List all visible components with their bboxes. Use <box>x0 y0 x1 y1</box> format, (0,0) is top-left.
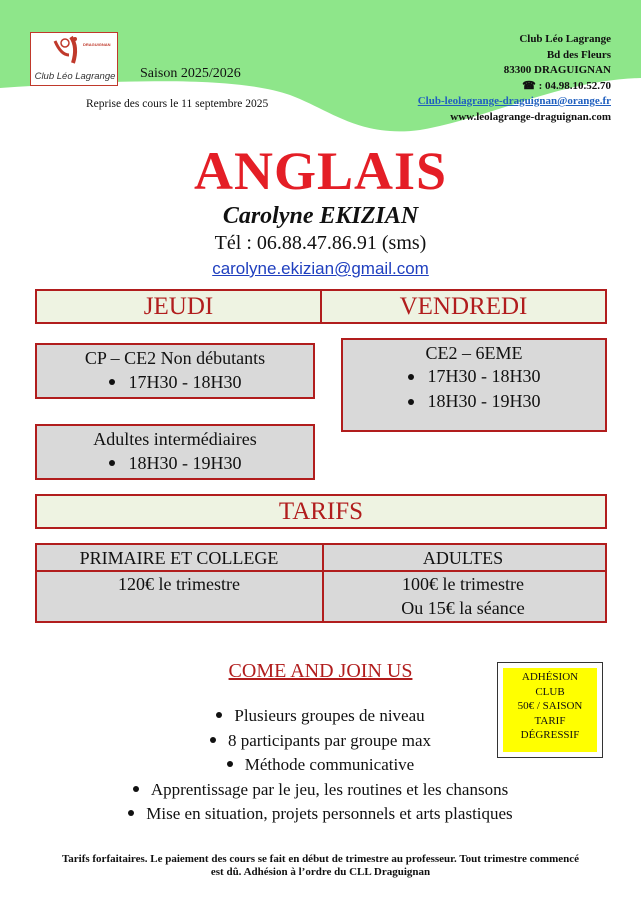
teacher-phone: Tél : 06.88.47.86.91 (sms) <box>214 232 427 254</box>
tarifs-header: TARIFS <box>35 494 607 529</box>
class-label: Adultes intermédiaires <box>93 429 257 449</box>
phone-icon: ☎ <box>522 79 536 92</box>
class-label: CP – CE2 Non débutants <box>84 348 266 368</box>
time-slot-text: 18H30 - 19H30 <box>128 452 242 473</box>
day-thursday: JEUDI <box>143 292 214 320</box>
reprise-date: Reprise des cours le 11 septembre 2025 <box>86 98 269 110</box>
club-phone: : 04.98.10.52.70 <box>538 79 611 92</box>
bullet-icon <box>227 761 233 767</box>
table-header-row <box>37 545 605 572</box>
teacher-email-link[interactable]: carolyne.ekizian@gmail.com <box>212 259 429 278</box>
club-logo <box>30 32 118 86</box>
time-slot-text: 17H30 - 18H30 <box>128 371 242 392</box>
price-adultes <box>321 572 605 621</box>
club-address-block <box>418 32 611 125</box>
class-box-adultes <box>35 424 315 480</box>
footer-line: est dû. Adhésion à l’ordre du CLL Draguignan <box>210 866 431 878</box>
adhesion-line: 50€ / SAISON <box>517 700 583 713</box>
club-phone-line <box>418 79 611 95</box>
class-label: CE2 – 6EME <box>425 343 523 363</box>
list-item <box>0 706 641 731</box>
class-box-ce2-6eme <box>341 338 607 432</box>
logo-name: Club Léo Lagrange <box>34 71 116 82</box>
club-leo-lagrange-logo-icon <box>31 33 119 73</box>
feature-text: Méthode communicative <box>244 755 415 774</box>
bullet-icon <box>109 460 115 466</box>
bullet-icon <box>408 399 414 405</box>
logo-small-text: DRAGUIGNAN <box>83 42 111 47</box>
feature-text: Mise en situation, projets personnels et arts plastiques <box>146 804 513 823</box>
bullet-icon <box>128 810 134 816</box>
course-title: ANGLAIS <box>193 141 448 201</box>
feature-text: 8 participants par groupe max <box>228 730 431 750</box>
join-title: COME AND JOIN US <box>228 660 413 682</box>
list-item <box>0 755 641 780</box>
day-friday: VENDREDI <box>320 291 605 322</box>
adhesion-line: CLUB <box>535 685 565 698</box>
club-city: 83300 DRAGUIGNAN <box>503 64 611 76</box>
season-label: Saison 2025/2026 <box>140 66 241 81</box>
tarifs-table <box>35 543 607 623</box>
teacher-name: Carolyne EKIZIAN <box>222 203 419 229</box>
time-slot <box>343 389 605 414</box>
feature-text: Apprentissage par le jeu, les routines et les chansons <box>150 779 509 799</box>
list-item <box>0 780 641 805</box>
bullet-icon <box>408 374 414 380</box>
feature-text: Plusieurs groupes de niveau <box>234 706 425 725</box>
time-slot <box>37 450 313 476</box>
price-primaire <box>37 572 321 621</box>
time-slot <box>37 369 313 395</box>
time-slot <box>343 364 605 389</box>
bullet-icon <box>210 737 216 743</box>
price-line: 100€ le trimestre <box>402 574 524 594</box>
bullet-icon <box>109 379 115 385</box>
adhesion-line: ADHÉSION <box>521 671 579 683</box>
list-item <box>0 731 641 756</box>
club-email-link[interactable]: Club-leolagrange-draguignan@orange.fr <box>417 95 611 107</box>
bullet-icon <box>133 786 139 792</box>
footer-note <box>30 853 611 879</box>
bullet-icon <box>216 712 222 718</box>
adhesion-line: DÉGRESSIF <box>520 729 580 742</box>
club-website[interactable]: www.leolagrange-draguignan.com <box>450 110 611 123</box>
price-line: 120€ le trimestre <box>118 574 240 594</box>
table-divider <box>322 545 324 621</box>
price-line: Ou 15€ la séance <box>401 598 525 618</box>
features-list <box>0 706 641 829</box>
time-slot-text: 18H30 - 19H30 <box>427 391 541 411</box>
days-header <box>35 289 607 324</box>
club-street: Bd des Fleurs <box>546 48 611 61</box>
header-adultes: ADULTES <box>422 548 504 568</box>
time-slot-text: 17H30 - 18H30 <box>427 366 541 386</box>
header-primaire: PRIMAIRE ET COLLEGE <box>79 548 279 568</box>
footer-line: Tarifs forfaitaires. Le paiement des cours se fait en début de trimestre au professeur. Tout trimestre commencé <box>61 853 580 865</box>
table-row <box>37 572 605 621</box>
club-name: Club Léo Lagrange <box>519 33 611 45</box>
class-box-cp-ce2 <box>35 343 315 399</box>
adhesion-line: TARIF <box>534 714 566 727</box>
list-item <box>0 804 641 829</box>
